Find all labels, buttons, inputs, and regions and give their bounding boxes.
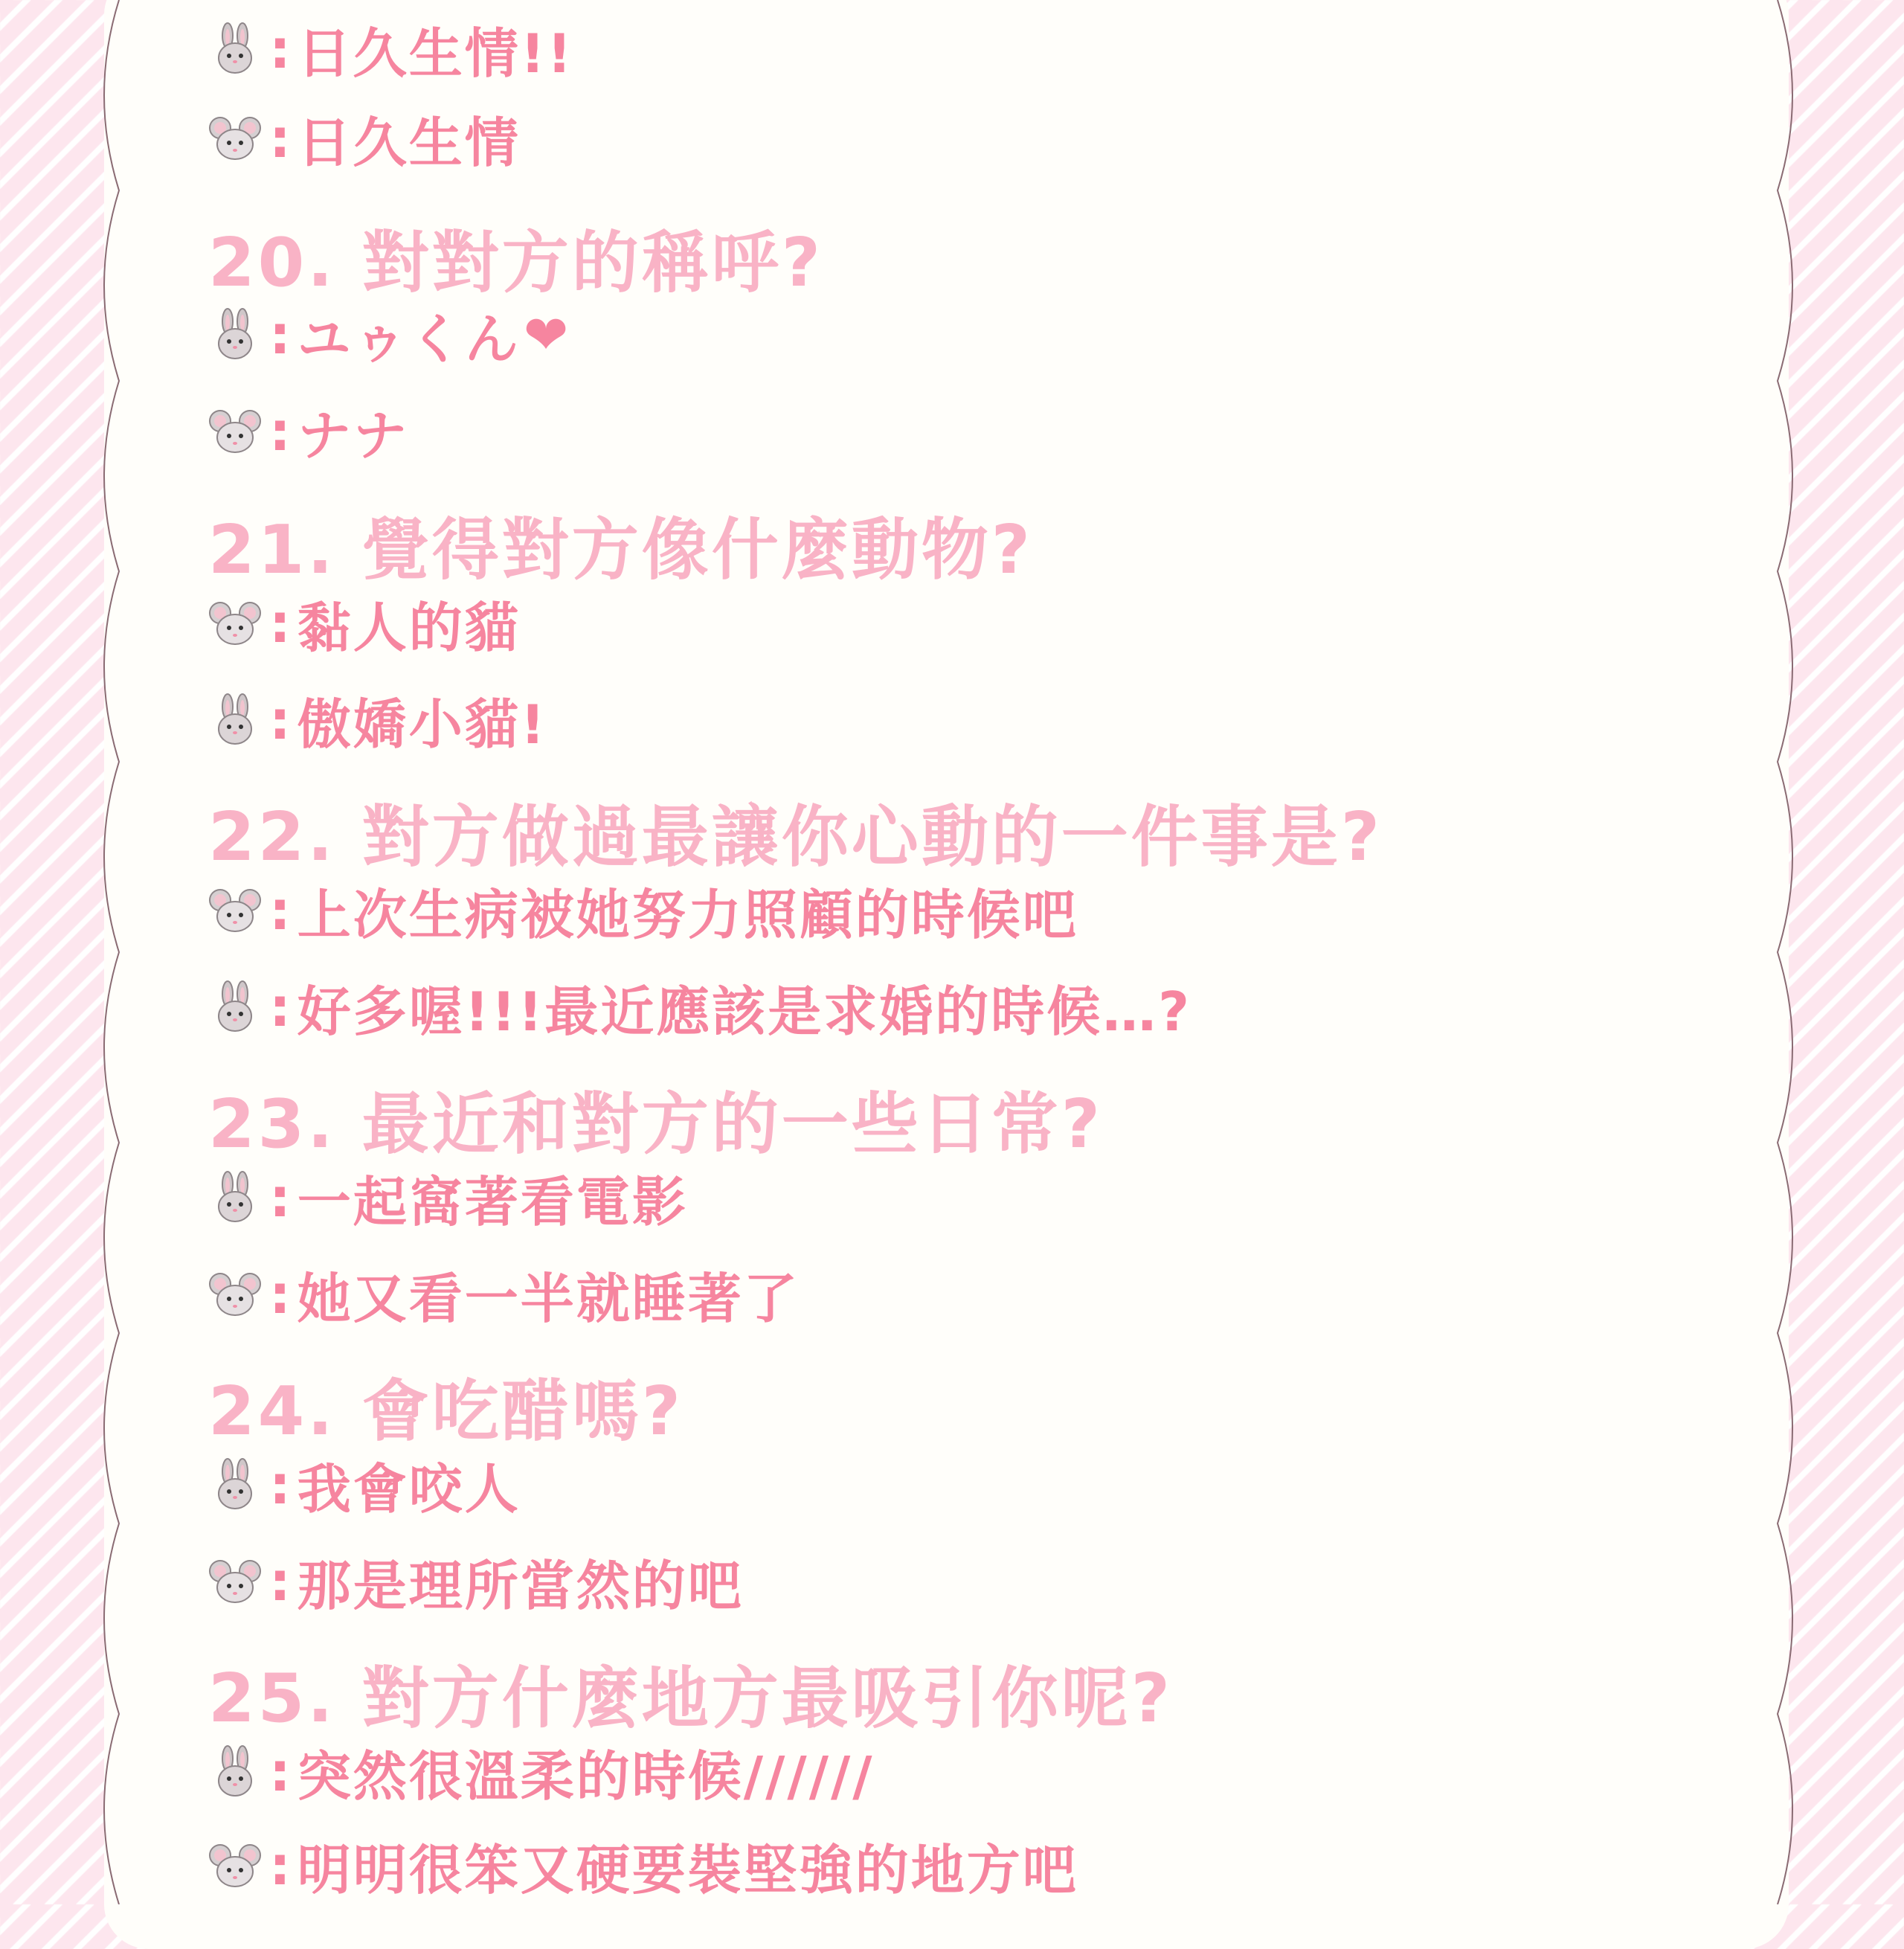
question-title: 24. 會吃醋嗎? — [208, 1372, 684, 1451]
mouse-icon — [208, 405, 262, 458]
rabbit-icon — [208, 1458, 262, 1512]
heart-icon: ❤ — [523, 304, 571, 366]
answer-row: : ナナ — [208, 393, 409, 470]
question-title: 25. 對方什麼地方最吸引你呢? — [208, 1660, 1173, 1738]
answer-row: : 日久生情!! — [208, 10, 573, 88]
answer-row: : 黏人的貓 — [208, 585, 521, 662]
answer-row: : 明明很笨又硬要裝堅強的地方吧 — [208, 1827, 1078, 1904]
rabbit-icon — [208, 1171, 262, 1224]
answer-row: : 上次生病被她努力照顧的時候吧 — [208, 872, 1078, 949]
answer-row: : 傲嬌小貓! — [208, 681, 547, 759]
answer-row: : 我會咬人 — [208, 1446, 521, 1523]
rabbit-icon — [208, 22, 262, 76]
answer-row: : 她又看一半就睡著了 — [208, 1256, 800, 1333]
mouse-icon — [208, 884, 262, 937]
mouse-icon — [208, 1555, 262, 1608]
rabbit-icon — [208, 693, 262, 747]
mouse-icon — [208, 1268, 262, 1321]
answer-row: : ユゥくん ❤ — [208, 296, 570, 373]
answer-row: : 那是理所當然的吧 — [208, 1543, 744, 1620]
question-title: 23. 最近和對方的一些日常? — [208, 1085, 1103, 1163]
rabbit-icon — [208, 980, 262, 1034]
answer-row: : 一起窩著看電影 — [208, 1159, 688, 1236]
answer-row: : 好多喔!!!最近應該是求婚的時候…? — [208, 969, 1191, 1046]
answer-row: : 突然很溫柔的時候////// — [208, 1733, 875, 1811]
question-title: 22. 對方做過最讓你心動的一件事是? — [208, 798, 1383, 876]
answer-row: : 日久生情 — [208, 100, 521, 177]
rabbit-icon — [208, 308, 262, 362]
mouse-icon — [208, 1839, 262, 1892]
question-title: 20. 對對方的稱呼? — [208, 224, 823, 302]
mouse-icon — [208, 112, 262, 165]
mouse-icon — [208, 597, 262, 650]
question-title: 21. 覺得對方像什麼動物? — [208, 511, 1033, 589]
rabbit-icon — [208, 1745, 262, 1799]
